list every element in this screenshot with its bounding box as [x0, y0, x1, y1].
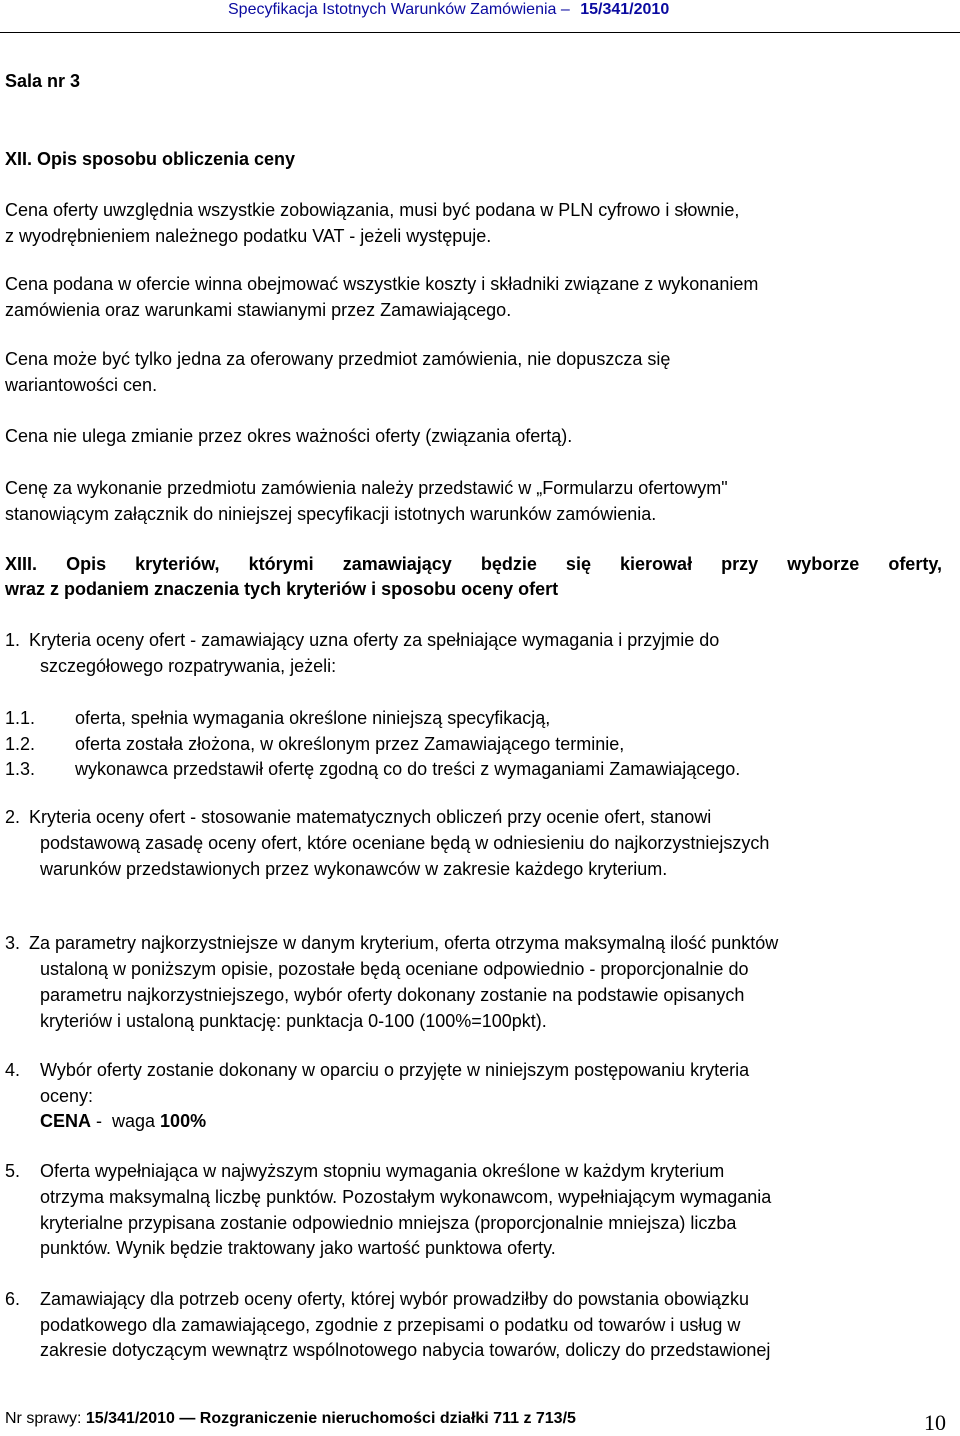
criterion-weight-value: 100%: [160, 1111, 207, 1131]
item-6-line-1: Zamawiający dla potrzeb oceny oferty, której wybór prowadziłby do powstania obowiązku: [40, 1289, 750, 1309]
sub-item-text: oferta została złożona, w określonym przez Zamawiającego terminie,: [75, 734, 625, 754]
paragraph-3-line-2: wariantowości cen.: [5, 375, 158, 395]
item-3-line-3: parametru najkorzystniejszego, wybór oferty dokonany zostanie na podstawie opisanych: [40, 985, 745, 1005]
page-header: [228, 0, 669, 20]
sub-item-number: 1.3.: [5, 759, 36, 779]
paragraph-1-line-1: Cena oferty uwzględnia wszystkie zobowiązania, musi być podana w PLN cyfrowo i słownie,: [5, 200, 740, 220]
paragraph-3-line-1: Cena może być tylko jedna za oferowany przedmiot zamówienia, nie dopuszcza się: [5, 349, 671, 369]
header-title: Specyfikacja Istotnych Warunków Zamówienia –: [228, 1, 570, 18]
item-4-line-1: Wybór oferty zostanie dokonany w oparciu o przyjęte w niniejszym postępowaniu kryteria: [40, 1060, 750, 1080]
item-2-line-1: Kryteria oceny ofert - stosowanie matematycznych obliczeń przy ocenie ofert, stanowi: [29, 807, 712, 827]
item-2-line-2: podstawową zasadę oceny ofert, które oceniane będą w odniesieniu do najkorzystniejszych: [40, 833, 770, 853]
criterion-name: CENA: [40, 1111, 92, 1131]
paragraph-2-line-2: zamówienia oraz warunkami stawianymi przez Zamawiającego.: [5, 300, 512, 320]
paragraph-2-line-1: Cena podana w ofercie winna obejmować wszystkie koszty i składniki związane z wykonaniem: [5, 274, 759, 294]
item-2-number: 2.: [5, 807, 21, 827]
footer-case-number: 15/341/2010: [85, 1410, 180, 1427]
item-5-line-4: punktów. Wynik będzie traktowany jako wartość punktowa oferty.: [40, 1238, 556, 1258]
sub-item-text: wykonawca przedstawił ofertę zgodną co do treści z wymaganiami Zamawiającego.: [75, 759, 741, 779]
item-3-line-4: kryteriów i ustaloną punktację: punktacja 0-100 (100%=100pkt).: [40, 1011, 547, 1031]
paragraph-5-line-1: Cenę za wykonanie przedmiotu zamówienia należy przedstawić w „Formularzu ofertowym": [5, 478, 728, 498]
item-1-line-1: Kryteria oceny ofert - zamawiający uzna oferty za spełniające wymagania i przyjmie do: [29, 630, 720, 650]
item-3-line-1: Za parametry najkorzystniejsze w danym kryterium, oferta otrzyma maksymalną ilość punktów: [29, 933, 779, 953]
section-13-title-line-1: XIII. Opis kryteriów, którymi zamawiający będzie się kierował przy wyborze oferty,: [5, 554, 942, 574]
item-6-line-2: podatkowego dla zamawiającego, zgodnie z przepisami o podatku od towarów i usług w: [40, 1315, 741, 1335]
item-1-number: 1.: [5, 630, 21, 650]
item-4-number: 4.: [5, 1060, 21, 1080]
item-6-line-3: zakresie dotyczącym wewnątrz wspólnotowego nabycia towarów, doliczy do przedstawionej: [40, 1340, 771, 1360]
section-12-title: XII. Opis sposobu obliczenia ceny: [5, 149, 296, 169]
page-number: 10: [924, 1410, 946, 1435]
paragraph-5-line-2: stanowiącym załącznik do niniejszej specyfikacji istotnych warunków zamówienia.: [5, 504, 657, 524]
item-5-line-3: kryterialne przypisana zostanie odpowiednio mniejsza (proporcjonalnie mniejsza) liczba: [40, 1213, 737, 1233]
criterion-line: [40, 1108, 206, 1134]
item-5-line-1: Oferta wypełniająca w najwyższym stopniu wymagania określone w każdym kryterium: [40, 1161, 725, 1181]
room-label: Sala nr 3: [5, 71, 81, 91]
header-case-number: 15/341/2010: [580, 1, 670, 18]
item-5-line-2: otrzyma maksymalną liczbę punktów. Pozostałym wykonawcom, wypełniającym wymagania: [40, 1187, 772, 1207]
item-3-number: 3.: [5, 933, 21, 953]
sub-item-text: oferta, spełnia wymagania określone niniejszą specyfikacją,: [75, 708, 551, 728]
page-footer: [5, 1408, 576, 1430]
sub-item-number: 1.1.: [5, 708, 36, 728]
footer-label: Nr sprawy:: [5, 1410, 86, 1427]
footer-dash: —: [179, 1410, 196, 1427]
item-5-number: 5.: [5, 1161, 21, 1181]
section-13-title-line-2: wraz z podaniem znaczenia tych kryteriów i sposobu oceny ofert: [5, 579, 559, 599]
item-2-line-3: warunków przedstawionych przez wykonawców w zakresie każdego kryterium.: [40, 859, 668, 879]
item-1-line-2: szczegółowego rozpatrywania, jeżeli:: [40, 656, 337, 676]
sub-item-number: 1.2.: [5, 734, 36, 754]
item-4-line-2: oceny:: [40, 1086, 94, 1106]
header-rule: [0, 32, 960, 33]
criterion-weight-label: - waga: [91, 1111, 161, 1131]
paragraph-1-line-2: z wyodrębnieniem należnego podatku VAT - jeżeli występuje.: [5, 226, 492, 246]
item-6-number: 6.: [5, 1289, 21, 1309]
footer-title: Rozgraniczenie nieruchomości działki 711 z 713/5: [195, 1410, 576, 1427]
item-3-line-2: ustaloną w poniższym opisie, pozostałe będą oceniane odpowiednio - proporcjonalnie do: [40, 959, 749, 979]
paragraph-4: Cena nie ulega zmianie przez okres ważności oferty (związania ofertą).: [5, 426, 573, 446]
